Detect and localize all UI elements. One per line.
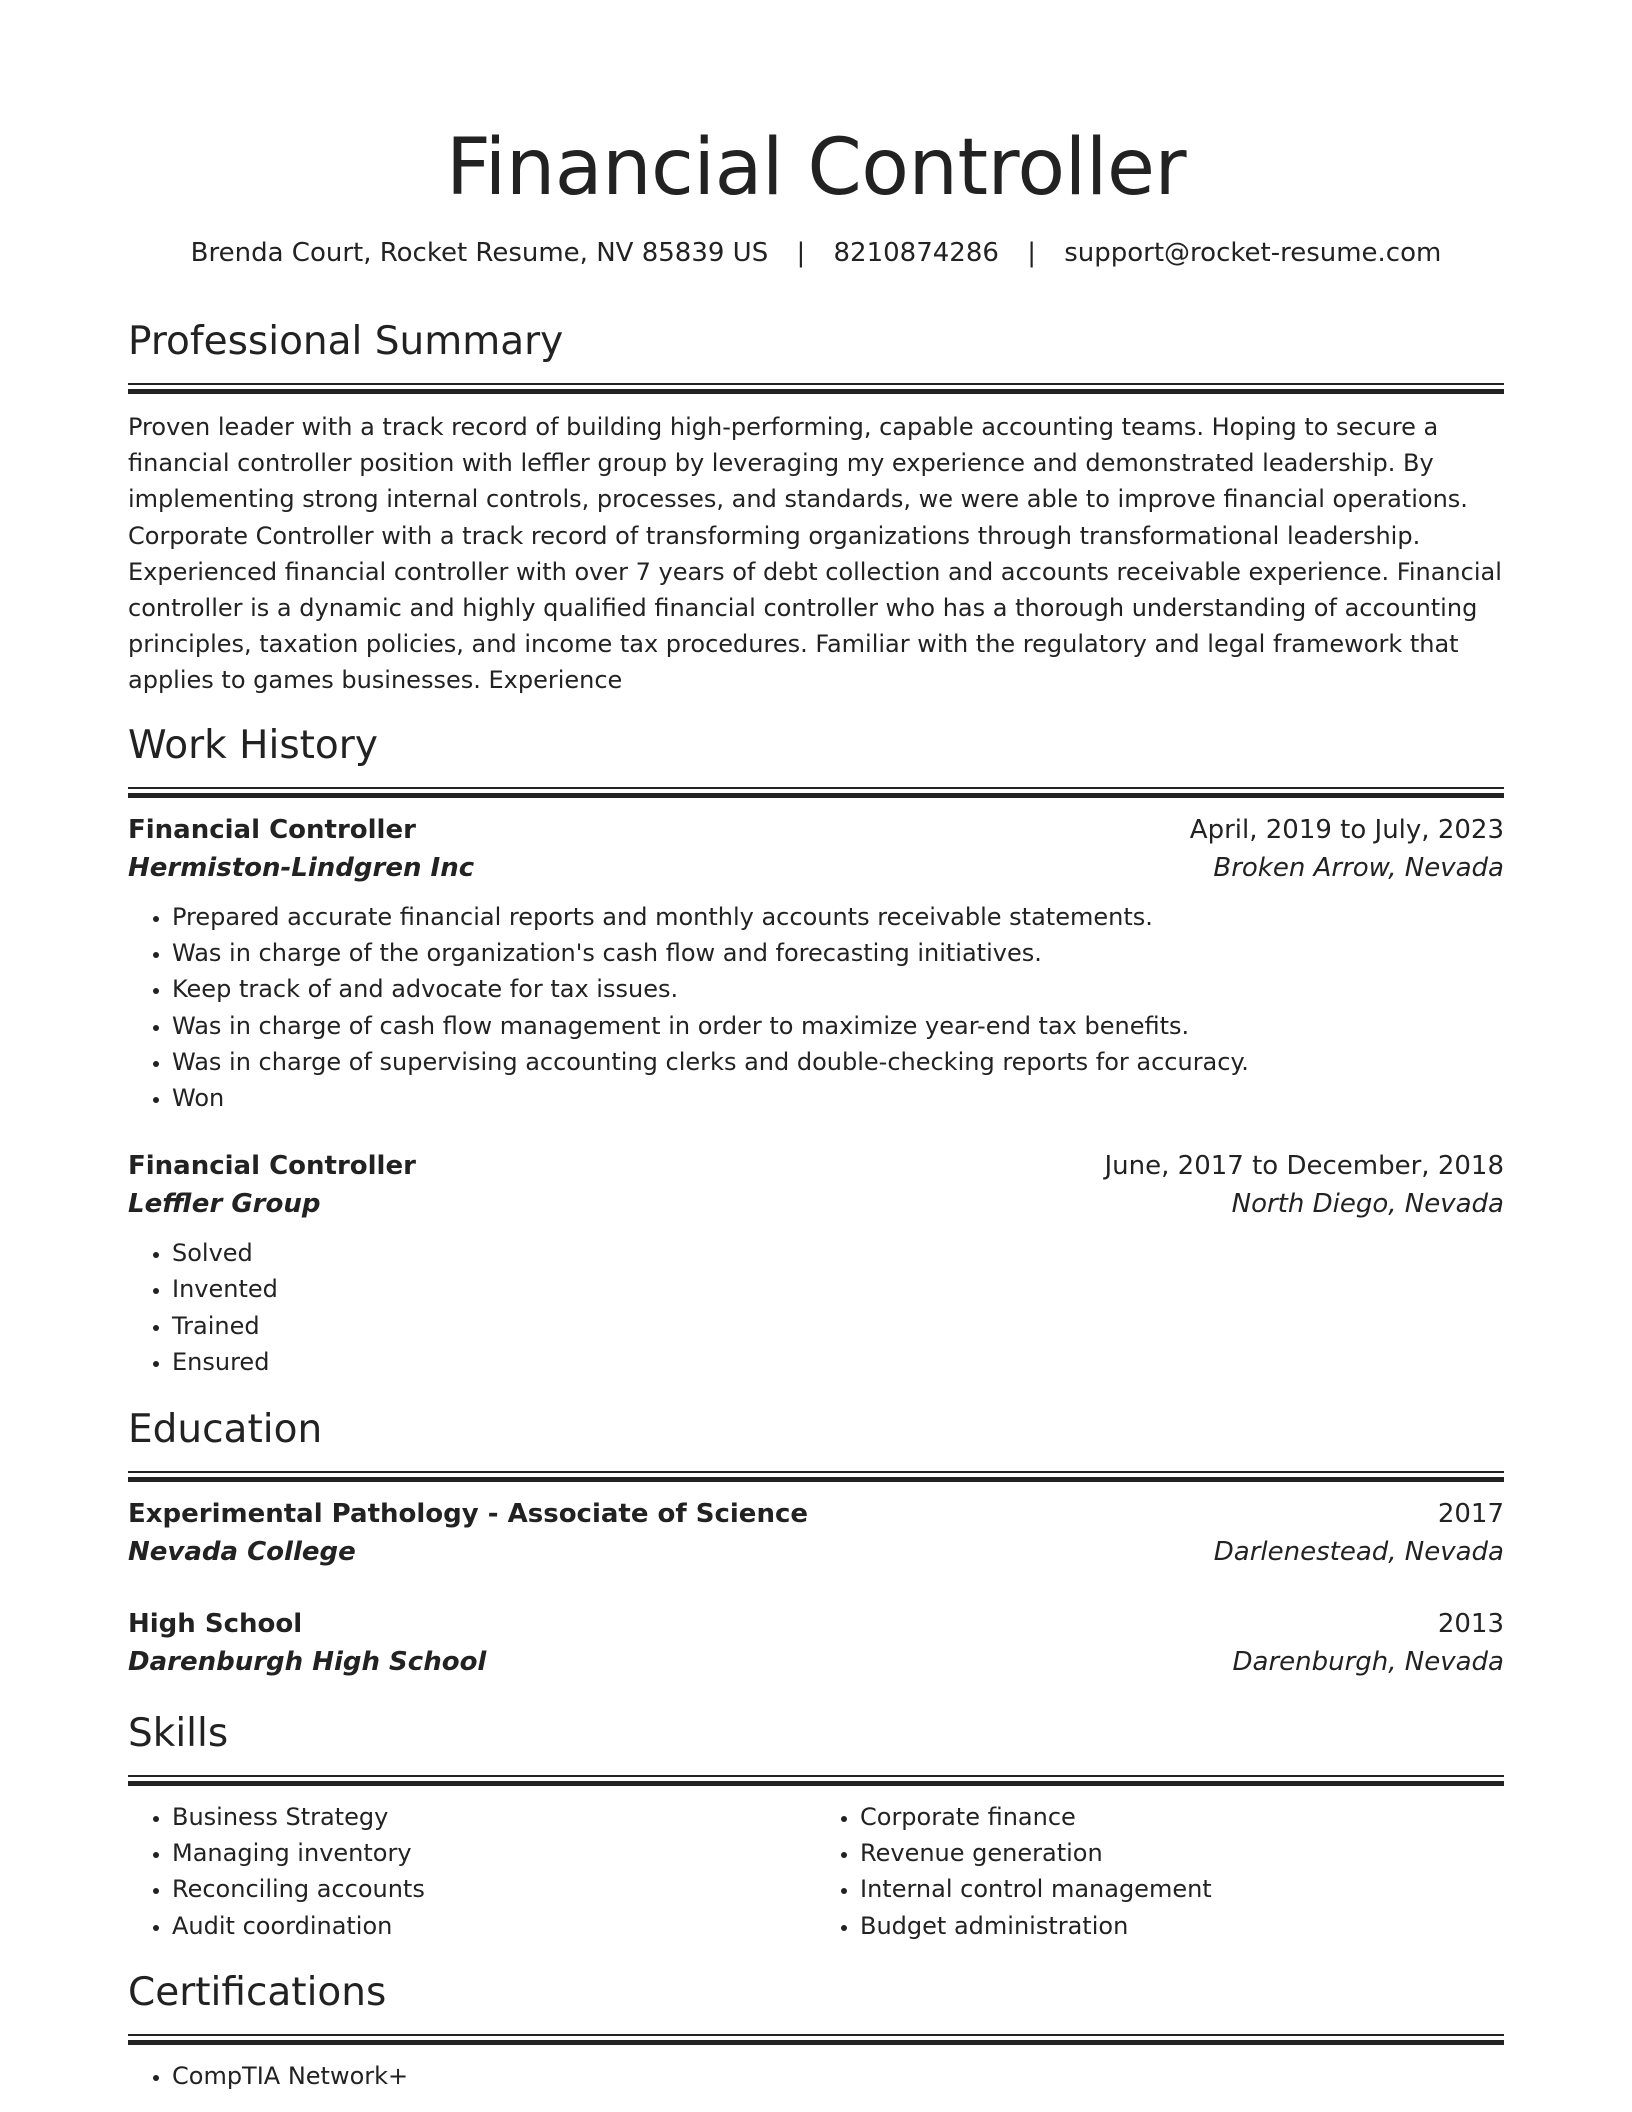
skill-item: • Internal control management xyxy=(860,1871,1504,1907)
job-bullets xyxy=(128,899,1504,1116)
list-item: • Keep track of and advocate for tax issues. xyxy=(172,971,1504,1007)
skills-column-right xyxy=(816,1799,1504,1944)
contact-email: support@rocket-resume.com xyxy=(1064,238,1442,268)
skill-item: • Revenue generation xyxy=(860,1835,1504,1871)
job-title: Financial Controller xyxy=(128,815,416,845)
section-divider xyxy=(128,787,1504,797)
graduation-year: 2017 xyxy=(1437,1499,1504,1529)
skill-item: • Business Strategy xyxy=(172,1799,816,1835)
degree: High School xyxy=(128,1609,303,1639)
job-bullets xyxy=(128,1235,1504,1380)
resume-title: Financial Controller xyxy=(445,123,1187,213)
section-heading: Professional Summary xyxy=(128,319,564,364)
summary-text: Proven leader with a track record of building high-performing, capable accounting teams. Hoping to secure a financial controller position with leffler group by leveraging my experience and demonstrated leadership. By implementing strong internal controls, processes, and standards, we were able to improve financial operations. Corporate Controller with a track record of transforming organizations through transformational leadership. Experienced financial controller with over 7 years of debt collection and accounts receivable experience. Financial controller is a dynamic and highly qualified financial controller who has a thorough understanding of accounting principles, taxation policies, and income tax procedures. Familiar with the regulatory and legal framework that applies to games businesses. Experience xyxy=(128,413,1502,695)
contact-phone: 8210874286 xyxy=(833,238,999,268)
section-heading: Work History xyxy=(128,723,378,768)
degree: Experimental Pathology - Associate of Science xyxy=(128,1499,808,1529)
job-title: Financial Controller xyxy=(128,1151,416,1182)
skill-item: • Managing inventory xyxy=(172,1835,816,1871)
school-name: Darenburgh High School xyxy=(128,1647,487,1677)
job-entry xyxy=(128,1147,1504,1380)
certification-item: • CompTIA Network+ xyxy=(172,2058,1504,2094)
list-item: • Was in charge of the organization's cash flow and forecasting initiatives. xyxy=(172,935,1504,971)
skill-item: • Budget administration xyxy=(860,1908,1504,1944)
section-divider xyxy=(128,1775,1504,1785)
skill-item: • Audit coordination xyxy=(172,1908,816,1944)
contact-address: Brenda Court, Rocket Resume, NV 85839 US xyxy=(190,238,769,268)
job-location: Broken Arrow, Nevada xyxy=(1213,853,1504,883)
section-divider xyxy=(128,1471,1504,1481)
skills-grid xyxy=(128,1799,1504,1944)
section-divider xyxy=(128,383,1504,393)
list-item: • Was in charge of supervising accounting clerks and double-checking reports for accuracy. xyxy=(172,1044,1504,1080)
summary-section xyxy=(128,317,1504,699)
certifications-list xyxy=(128,2058,1504,2094)
graduation-year: 2013 xyxy=(1437,1609,1504,1639)
skill-item: • Reconciling accounts xyxy=(172,1871,816,1907)
list-item: • Ensured xyxy=(172,1344,1504,1380)
section-divider xyxy=(128,2034,1504,2044)
job-entry xyxy=(128,811,1504,1116)
list-item: • Was in charge of cash flow management in order to maximize year-end tax benefits. xyxy=(172,1008,1504,1044)
list-item: • Prepared accurate financial reports and monthly accounts receivable statements. xyxy=(172,899,1504,935)
list-item: • Won xyxy=(172,1080,1504,1116)
section-heading: Certifications xyxy=(128,1970,387,2015)
contact-separator: | xyxy=(796,238,806,268)
certifications-section xyxy=(128,1968,1504,2094)
education-section xyxy=(128,1405,1504,1681)
job-dates: April, 2019 to July, 2023 xyxy=(1189,815,1504,845)
skills-section xyxy=(128,1709,1504,1944)
section-heading: Education xyxy=(128,1407,323,1452)
section-heading: Skills xyxy=(128,1711,229,1756)
work-history-section xyxy=(128,721,1504,1380)
education-entry xyxy=(128,1495,1504,1571)
list-item: • Trained xyxy=(172,1308,1504,1344)
list-item: • Solved xyxy=(172,1235,1504,1271)
list-item: • Invented xyxy=(172,1271,1504,1307)
school-location: Darenburgh, Nevada xyxy=(1232,1647,1504,1677)
job-dates: June, 2017 to December, 2018 xyxy=(1104,1151,1504,1182)
skill-item: • Corporate finance xyxy=(860,1799,1504,1835)
skills-column-left xyxy=(128,1799,816,1944)
job-location: North Diego, Nevada xyxy=(1231,1189,1504,1220)
school-location: Darlenestead, Nevada xyxy=(1213,1537,1504,1567)
contact-separator: | xyxy=(1027,238,1036,268)
job-company: Hermiston-Lindgren Inc xyxy=(128,853,475,883)
job-company: Leffler Group xyxy=(128,1189,321,1220)
education-entry xyxy=(128,1605,1504,1681)
contact-line xyxy=(0,236,1632,270)
school-name: Nevada College xyxy=(128,1537,356,1567)
